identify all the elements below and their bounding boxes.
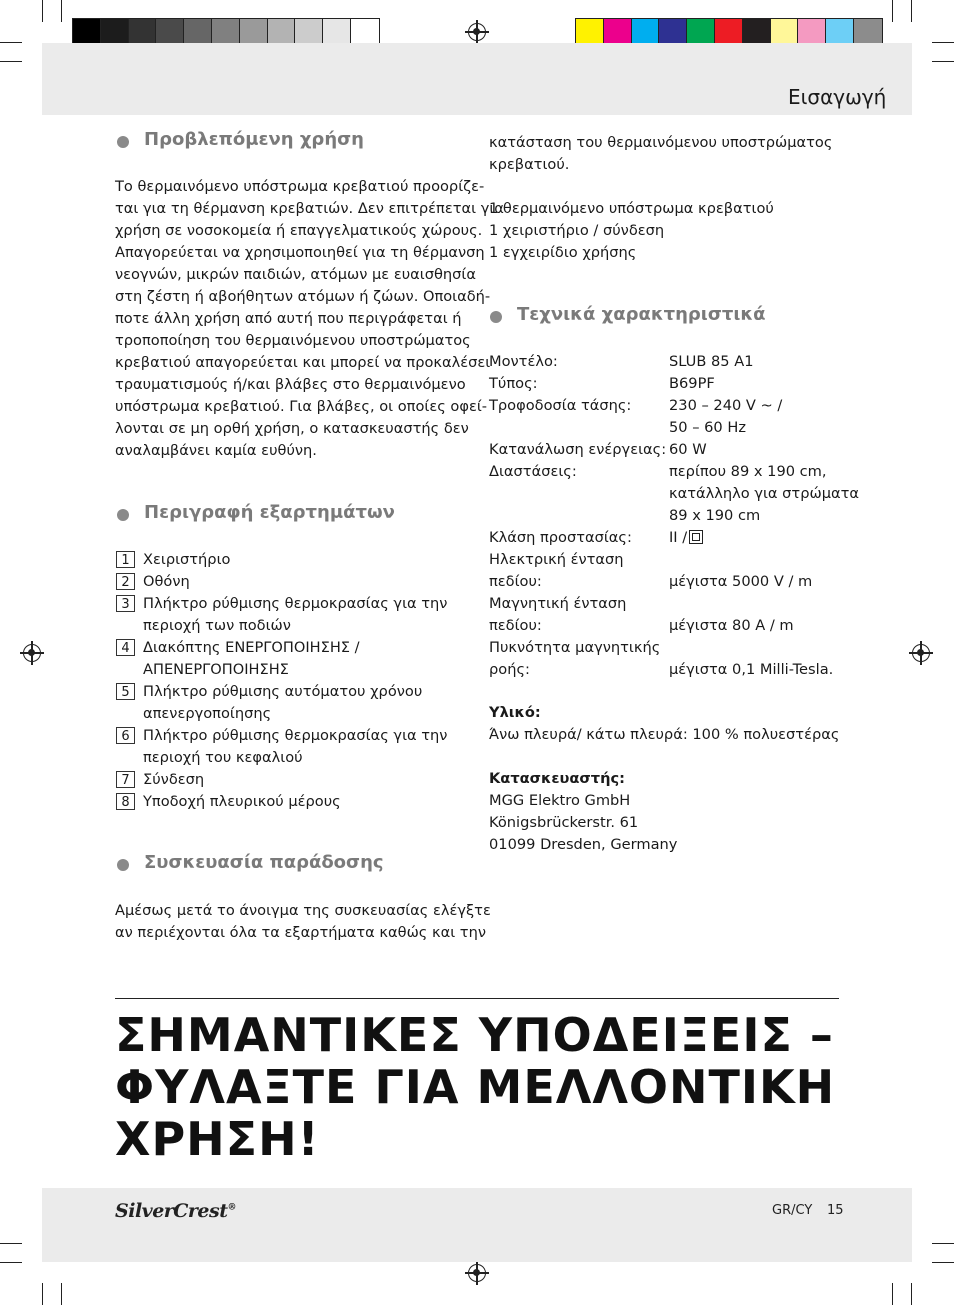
tech-value-cell [669, 505, 760, 527]
warning-line: ΧΡΗΣΗ! [115, 1112, 320, 1166]
tech-value-cell [669, 571, 812, 593]
text-line: MGG Elektro GmbH [489, 792, 631, 809]
text-line: κατάσταση του θερμαινόμενου υποστρώματος [489, 134, 833, 151]
crop-mark [892, 0, 893, 22]
registration-mark-icon [23, 644, 41, 662]
material-label: Υλικό: [489, 704, 541, 721]
text-line: Αμέσως μετά το άνοιγμα της συσκευασίας ελέγξτε [115, 902, 491, 919]
tech-value-cell [669, 483, 859, 505]
part-label: Χειριστήριο [143, 551, 231, 568]
text-line: 1 θερμαινόμενο υπόστρωμα κρεβατιού [489, 200, 774, 217]
bullet-icon [117, 509, 129, 521]
tech-label: Διαστάσεις: [489, 463, 577, 480]
text-line: Απαγορεύεται να χρησιμοποιηθεί για τη θέρμανση [115, 244, 485, 261]
text-line: αν περιέχονται όλα τα εξαρτήματα καθώς και την [115, 924, 486, 941]
divider-rule [115, 998, 839, 999]
crop-mark [932, 61, 954, 62]
section-title: Εισαγωγή [788, 85, 887, 109]
part-label: Πλήκτρο ρύθμισης θερμοκρασίας για την [143, 727, 448, 744]
tech-label: Τροφοδοσία τάσης: [489, 397, 632, 414]
crop-mark [0, 1243, 22, 1244]
part-number-badge: 6 [116, 727, 135, 744]
crop-mark [61, 1283, 62, 1305]
text-line: ται για τη θέρμανση κρεβατιών. Δεν επιτρέπεται για [115, 200, 504, 217]
bullet-icon [117, 136, 129, 148]
part-label: Οθόνη [143, 573, 190, 590]
tech-value: περίπου 89 x 190 cm, [669, 463, 827, 480]
text-line: τροποποίηση του θερμαινόμενου υποστρώματος [115, 332, 471, 349]
tech-value-cell [669, 373, 715, 395]
text-line: Königsbrückerstr. 61 [489, 814, 639, 831]
tech-value-cell [669, 615, 794, 637]
text-line: λονται σε μη ορθή χρήση, ο κατασκευαστής δεν [115, 420, 469, 437]
text-line: νεογνών, μικρών παιδιών, ατόμων με ευαισθησία [115, 266, 476, 283]
part-number-badge: 1 [116, 551, 135, 568]
text-line: Το θερμαινόμενο υπόστρωμα κρεβατιού προορίζε- [115, 178, 485, 195]
heading-delivery: Συσκευασία παράδοσης [144, 852, 384, 873]
tech-label: ροής: [489, 661, 530, 678]
text-line: 1 χειριστήριο / σύνδεση [489, 222, 665, 239]
text-line: υπόστρωμα κρεβατιού. Για βλάβες, οι οποίες οφεί- [115, 398, 488, 415]
header-band [42, 43, 912, 115]
part-label: Διακόπτης ΕΝΕΡΓΟΠΟΙΗΣΗΣ / [143, 639, 360, 656]
part-label: περιοχή του κεφαλιού [143, 749, 303, 766]
crop-mark [42, 0, 43, 22]
page-number: 15 [827, 1203, 844, 1218]
text-line: αναλαμβάνει καμία ευθύνη. [115, 442, 317, 459]
text-line: 01099 Dresden, Germany [489, 836, 678, 853]
tech-label: πεδίου: [489, 617, 542, 634]
manufacturer-label: Κατασκευαστής: [489, 770, 625, 787]
text-line: ποτε άλλη χρήση από αυτή που περιγράφεται ή [115, 310, 462, 327]
bullet-icon [117, 859, 129, 871]
warning-line: ΦΥΛΑΞΤΕ ΓΙΑ ΜΕΛΛΟΝΤΙΚΗ [115, 1060, 836, 1114]
crop-mark [932, 1243, 954, 1244]
text-line: κρεβατιού απαγορεύεται και μπορεί να προκαλέσει [115, 354, 491, 371]
part-label: απενεργοποίησης [143, 705, 272, 722]
heading-technical-data: Τεχνικά χαρακτηριστικά [517, 304, 766, 325]
heading-intended-use: Προβλεπόμενη χρήση [144, 129, 364, 150]
bullet-icon [490, 311, 502, 323]
tech-value-cell [669, 439, 707, 461]
part-number-badge: 3 [116, 595, 135, 612]
part-number-badge: 8 [116, 793, 135, 810]
tech-value: 50 – 60 Hz [669, 419, 746, 436]
part-number-badge: 5 [116, 683, 135, 700]
crop-mark [0, 1262, 22, 1263]
tech-label: Κατανάλωση ενέργειας: [489, 441, 667, 458]
tech-value-cell [669, 527, 703, 549]
crop-mark [42, 1283, 43, 1305]
text-line: τραυματισμούς ή/και βλάβες στο θερμαινόμενο [115, 376, 466, 393]
tech-value: μέγιστα 80 A / m [669, 617, 794, 634]
registration-mark-icon [468, 23, 486, 41]
tech-label: Ηλεκτρική ένταση [489, 551, 624, 568]
part-label: Πλήκτρο ρύθμισης αυτόματου χρόνου [143, 683, 423, 700]
part-number-badge: 2 [116, 573, 135, 590]
tech-value: B69PF [669, 375, 715, 392]
tech-value-cell [669, 417, 746, 439]
tech-label: πεδίου: [489, 573, 542, 590]
crop-mark [932, 1262, 954, 1263]
tech-value-cell [669, 659, 833, 681]
part-number-badge: 4 [116, 639, 135, 656]
warning-line: ΣΗΜΑΝΤΙΚΕΣ ΥΠΟΔΕΙΞΕΙΣ – [115, 1008, 834, 1062]
tech-value: SLUB 85 A1 [669, 353, 754, 370]
text-line: χρήση σε νοσοκομεία ή επαγγελματικούς χώρους. [115, 222, 483, 239]
tech-value-cell [669, 461, 827, 483]
tech-value: μέγιστα 0,1 Milli-Tesla. [669, 661, 834, 678]
part-label: Υποδοχή πλευρικού μέρους [143, 793, 341, 810]
tech-value: κατάλληλο για στρώματα [669, 485, 860, 502]
text-line: κρεβατιού. [489, 156, 570, 173]
double-insulation-icon [689, 530, 703, 544]
tech-label: Κλάση προστασίας: [489, 529, 632, 546]
registration-mark-icon [468, 1264, 486, 1282]
crop-mark [0, 61, 22, 62]
part-label: Πλήκτρο ρύθμισης θερμοκρασίας για την [143, 595, 448, 612]
crop-mark [911, 1283, 912, 1305]
tech-value-cell [669, 395, 782, 417]
crop-mark [911, 0, 912, 22]
tech-label: Μαγνητική ένταση [489, 595, 627, 612]
part-label: Σύνδεση [143, 771, 205, 788]
material-text: Άνω πλευρά/ κάτω πλευρά: 100 % πολυεστέρας [489, 726, 840, 743]
region-code: GR/CY [772, 1203, 813, 1218]
crop-mark [0, 42, 22, 43]
tech-value-cell [669, 351, 753, 373]
text-line: στη ζέστη ή αβοήθητων ατόμων ή ζώων. Οποιαδή- [115, 288, 491, 305]
tech-label: Μοντέλο: [489, 353, 558, 370]
tech-value: 89 x 190 cm [669, 507, 761, 524]
text-line: 1 εγχειρίδιο χρήσης [489, 244, 637, 261]
crop-mark [61, 0, 62, 22]
crop-mark [932, 42, 954, 43]
part-label: ΑΠΕΝΕΡΓΟΠΟΙΗΣΗΣ [143, 661, 289, 678]
tech-value: μέγιστα 5000 V / m [669, 573, 813, 590]
crop-mark [892, 1283, 893, 1305]
tech-label: Πυκνότητα μαγνητικής [489, 639, 661, 656]
heading-parts: Περιγραφή εξαρτημάτων [144, 502, 395, 523]
tech-value: 230 – 240 V ~ / [669, 397, 783, 414]
tech-value: 60 W [669, 441, 707, 458]
registration-mark-icon [912, 644, 930, 662]
tech-value: II / [669, 529, 688, 546]
tech-label: Τύπος: [489, 375, 538, 392]
brand-logo: SilverCrest® [115, 1200, 236, 1222]
part-label: περιοχή των ποδιών [143, 617, 291, 634]
part-number-badge: 7 [116, 771, 135, 788]
